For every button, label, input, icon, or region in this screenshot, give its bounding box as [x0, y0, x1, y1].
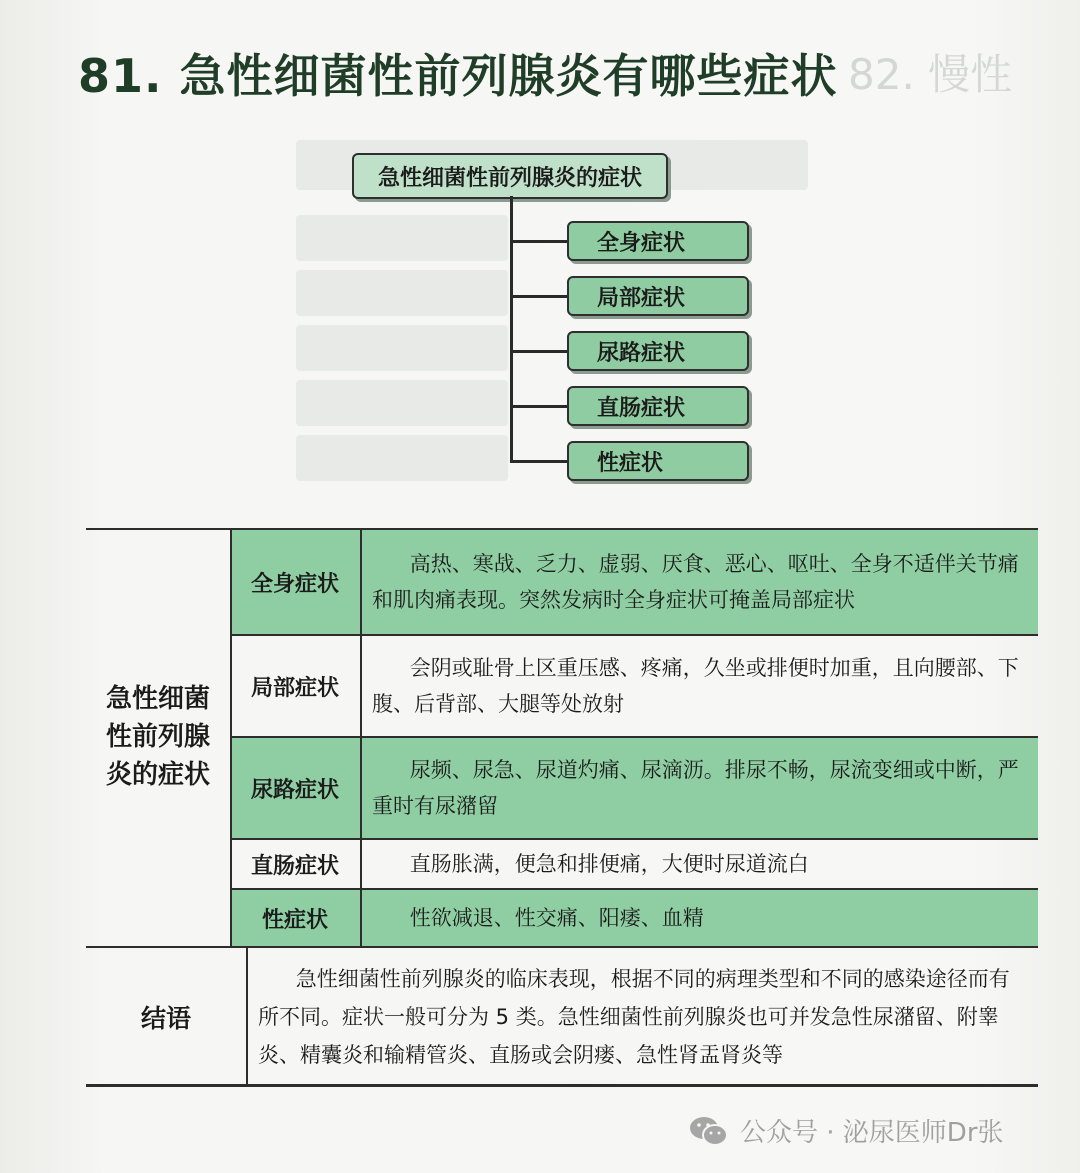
- category-urinary: 尿路症状: [250, 777, 339, 803]
- category-sexual: 性症状: [261, 907, 328, 933]
- category-rectal: 直肠症状: [250, 853, 339, 879]
- diagram-connector: [510, 295, 568, 298]
- diagram-connector: [510, 460, 568, 463]
- category-local: 局部症状: [250, 675, 339, 701]
- diagram-branch-local: 局部症状: [567, 276, 749, 316]
- description-urinary: 尿频、尿急、尿道灼痛、尿滴沥。排尿不畅，尿流变细或中断，严重时有尿潴留: [372, 758, 1019, 818]
- symptom-table: [86, 528, 1038, 1088]
- watermark: [688, 1112, 1004, 1149]
- description-rectal: 直肠胀满，便急和排便痛，大便时尿道流白: [409, 852, 809, 876]
- description-sexual: 性欲减退、性交痛、阳痿、血精: [409, 906, 704, 930]
- wechat-icon: [688, 1114, 730, 1148]
- ghost-title-bleedthrough: 82. 慢性: [848, 50, 1013, 99]
- description-local: 会阴或耻骨上区重压感、疼痛，久坐或排便时加重，且向腰部、下腹、后背部、大腿等处放射: [372, 656, 1019, 716]
- watermark-text: 公众号 · 泌尿医师Dr张: [740, 1118, 1004, 1148]
- conclusion-text: 急性细菌性前列腺炎的临床表现，根据不同的病理类型和不同的感染途径而有所不同。症状一般可分为 5 类。急性细菌性前列腺炎也可并发急性尿潴留、附睾炎、精囊炎和输精管炎、直肠或会阴瘘、急性肾盂肾炎等: [258, 967, 1010, 1067]
- category-systemic: 全身症状: [250, 571, 339, 597]
- symptom-diagram: [0, 0, 1080, 520]
- table-col-rule: [246, 946, 248, 1086]
- table-group-label: 急性细菌性前列腺炎的症状: [105, 684, 210, 790]
- diagram-branch-rectal: 直肠症状: [567, 386, 749, 426]
- diagram-connector: [510, 405, 568, 408]
- diagram-branch-urinary: 尿路症状: [567, 331, 749, 371]
- description-systemic: 高热、寒战、乏力、虚弱、厌食、恶心、呕吐、全身不适伴关节痛和肌肉痛表现。突然发病时全身症状可掩盖局部症状: [372, 552, 1019, 612]
- table-col-rule: [360, 528, 362, 946]
- page-title: 81. 急性细菌性前列腺炎有哪些症状: [78, 49, 838, 103]
- diagram-connector: [510, 350, 568, 353]
- diagram-trunk-line: [510, 196, 513, 462]
- diagram-branch-systemic: 全身症状: [567, 221, 749, 261]
- diagram-branch-sexual: 性症状: [567, 441, 749, 481]
- diagram-connector: [510, 240, 568, 243]
- conclusion-label: 结语: [140, 1004, 191, 1033]
- diagram-root: 急性细菌性前列腺炎的症状: [352, 153, 668, 199]
